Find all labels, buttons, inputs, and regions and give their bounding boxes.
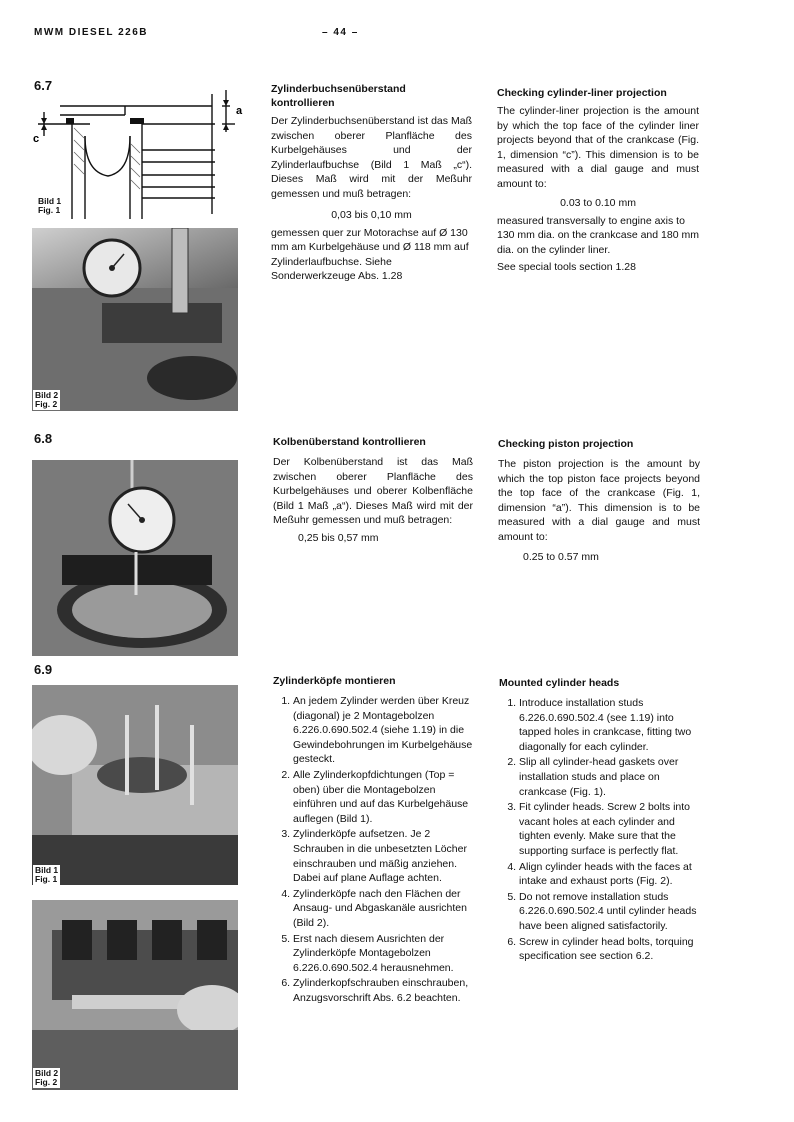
de-text-6-8: Der Kolbenüberstand ist das Maß zwischen oberer Planfläche des Kurbelgehäuses und oberer Kolbenfläche (Bild 1 Maß „a“). Dieses Maß wird mit der Meßuhr gemessen und muß betragen: bbox=[273, 456, 473, 527]
studs-illustration bbox=[32, 685, 238, 885]
de-title-6-9: Zylinderköpfe montieren bbox=[273, 675, 396, 687]
en-step: 4. Align cylinder heads with the faces at intake and exhaust ports (Fig. 2). bbox=[519, 860, 704, 889]
en-text3-6-7: See special tools section 1.28 bbox=[497, 261, 636, 274]
en-step: 3. Fit cylinder heads. Screw 2 bolts into vacant holes at each cylinder and tighten evenly. Make sure that the supporting surface is perfectly flat. bbox=[519, 800, 704, 858]
de-value-6-7: 0,03 bis 0,10 mm bbox=[331, 208, 412, 221]
de-steps-list bbox=[273, 694, 478, 1005]
de-step: 5. Erst nach diesem Ausrichten der Zylinderköpfe Montagebolzen 6.226.0.690.502.4 herausnehmen. bbox=[293, 932, 478, 976]
en-text-6-7: The cylinder-liner projection is the amount by which the top face of the cylinder liner projects beyond that of the crankcase (Fig. 1, dimension “c”). This dimension is to be measured with a dial gauge and must amount to: bbox=[497, 105, 699, 190]
en-step: 2. Slip all cylinder-head gaskets over installation studs and place on crankcase (Fig. 1). bbox=[519, 755, 704, 799]
en-text2-6-7: measured transversally to engine axis to 130 mm dia. on the crankcase and 180 mm dia. on the cylinder liner. bbox=[497, 214, 699, 256]
piston-gauge-illustration bbox=[32, 460, 238, 656]
de-step: 6. Zylinderkopfschrauben einschrauben, Anzugsvorschrift Abs. 6.2 beachten. bbox=[293, 976, 478, 1005]
en-steps-list bbox=[499, 696, 704, 964]
section-number-6-7: 6.7 bbox=[34, 78, 53, 93]
de-title-6-7: Zylinderbuchsenüberstand kontrollieren bbox=[271, 83, 406, 109]
dial-gauge-illustration bbox=[32, 228, 238, 411]
installation-studs-photo bbox=[32, 685, 238, 885]
figure-caption-6-7-1: Bild 1 Fig. 1 bbox=[38, 196, 62, 215]
de-text2-6-7: gemessen quer zur Motorachse auf Ø 130 mm am Kurbelgehäuse und Ø 118 mm auf Zylinderlaufbuchse. Siehe Sonderwerkzeuge Abs. 1.28 bbox=[271, 226, 469, 283]
de-step: 3. Zylinderköpfe aufsetzen. Je 2 Schrauben in die unbesetzten Löcher einschrauben und mäßig anziehen. Dabei auf plane Auflage achten. bbox=[293, 827, 478, 885]
english-column-6-8 bbox=[498, 437, 700, 563]
dial-gauge-piston-photo bbox=[32, 460, 238, 656]
en-value-6-7: 0.03 to 0.10 mm bbox=[560, 196, 636, 209]
en-text-6-8: The piston projection is the amount by which the top piston face projects beyond the top face of the crankcase (Fig. 1, dimension “a”). This dimension is to be measured with a dial gauge and must amount to: bbox=[498, 458, 700, 543]
section-number-6-8: 6.8 bbox=[34, 431, 53, 446]
en-step: 1. Introduce installation studs 6.226.0.690.502.4 (see 1.19) into tapped holes in crankcase, fitting two diagonally for each cylinder. bbox=[519, 696, 704, 754]
de-text-6-7: Der Zylinderbuchsenüberstand ist das Maß zwischen oberer Planfläche des Kurbelgehäuses und der Zylinderlaufbuchse (Bild 1 Maß „c“). Dieses Maß wird mit der Meßuhr gemessen und muß betragen: bbox=[271, 115, 472, 200]
aligning-heads-photo bbox=[32, 900, 238, 1090]
de-step: 4. Zylinderköpfe nach den Flächen der Ansaug- und Abgaskanäle ausrichten (Bild 2). bbox=[293, 887, 478, 931]
en-title-6-9: Mounted cylinder heads bbox=[499, 677, 620, 689]
en-title-6-8: Checking piston projection bbox=[498, 438, 634, 450]
german-column-6-8 bbox=[273, 435, 473, 544]
heads-illustration bbox=[32, 900, 238, 1090]
english-column-6-7 bbox=[497, 86, 699, 275]
figure-caption-6-7-2: Bild 2 Fig. 2 bbox=[35, 390, 59, 409]
en-title-6-7: Checking cylinder-liner projection bbox=[497, 87, 667, 99]
de-step: 1. An jedem Zylinder werden über Kreuz (diagonal) je 2 Montagebolzen 6.226.0.690.502.4 (siehe 1.19) in die Gewindebohrungen im Kurbelgehäuse gesteckt. bbox=[293, 694, 478, 767]
figure-caption-6-9-1: Bild 1 Fig. 1 bbox=[35, 865, 59, 884]
english-column-6-9 bbox=[499, 676, 704, 965]
en-step: 5. Do not remove installation studs 6.226.0.690.502.4 until cylinder heads have been aligned satisfactorily. bbox=[519, 890, 704, 934]
en-step: 6. Screw in cylinder head bolts, torquing specification see section 6.2. bbox=[519, 935, 704, 964]
page-number: – 44 – bbox=[322, 27, 359, 38]
german-column-6-7 bbox=[271, 82, 472, 284]
dimension-c-label: c bbox=[33, 133, 40, 145]
en-value-6-8: 0.25 to 0.57 mm bbox=[523, 550, 599, 563]
german-column-6-9 bbox=[273, 674, 478, 1006]
de-step: 2. Alle Zylinderkopfdichtungen (Top = oben) über die Montagebolzen einführen und auf das Kurbelgehäuse auflegen (Bild 1). bbox=[293, 768, 478, 826]
section-number-6-9: 6.9 bbox=[34, 662, 53, 677]
dimension-a-label: a bbox=[236, 105, 243, 117]
figure-caption-6-9-2: Bild 2 Fig. 2 bbox=[35, 1068, 59, 1087]
de-title-6-8: Kolbenüberstand kontrollieren bbox=[273, 436, 426, 448]
manual-header: MWM DIESEL 226B bbox=[34, 27, 148, 38]
de-value-6-8: 0,25 bis 0,57 mm bbox=[298, 531, 379, 544]
dial-gauge-liner-photo bbox=[32, 228, 238, 411]
